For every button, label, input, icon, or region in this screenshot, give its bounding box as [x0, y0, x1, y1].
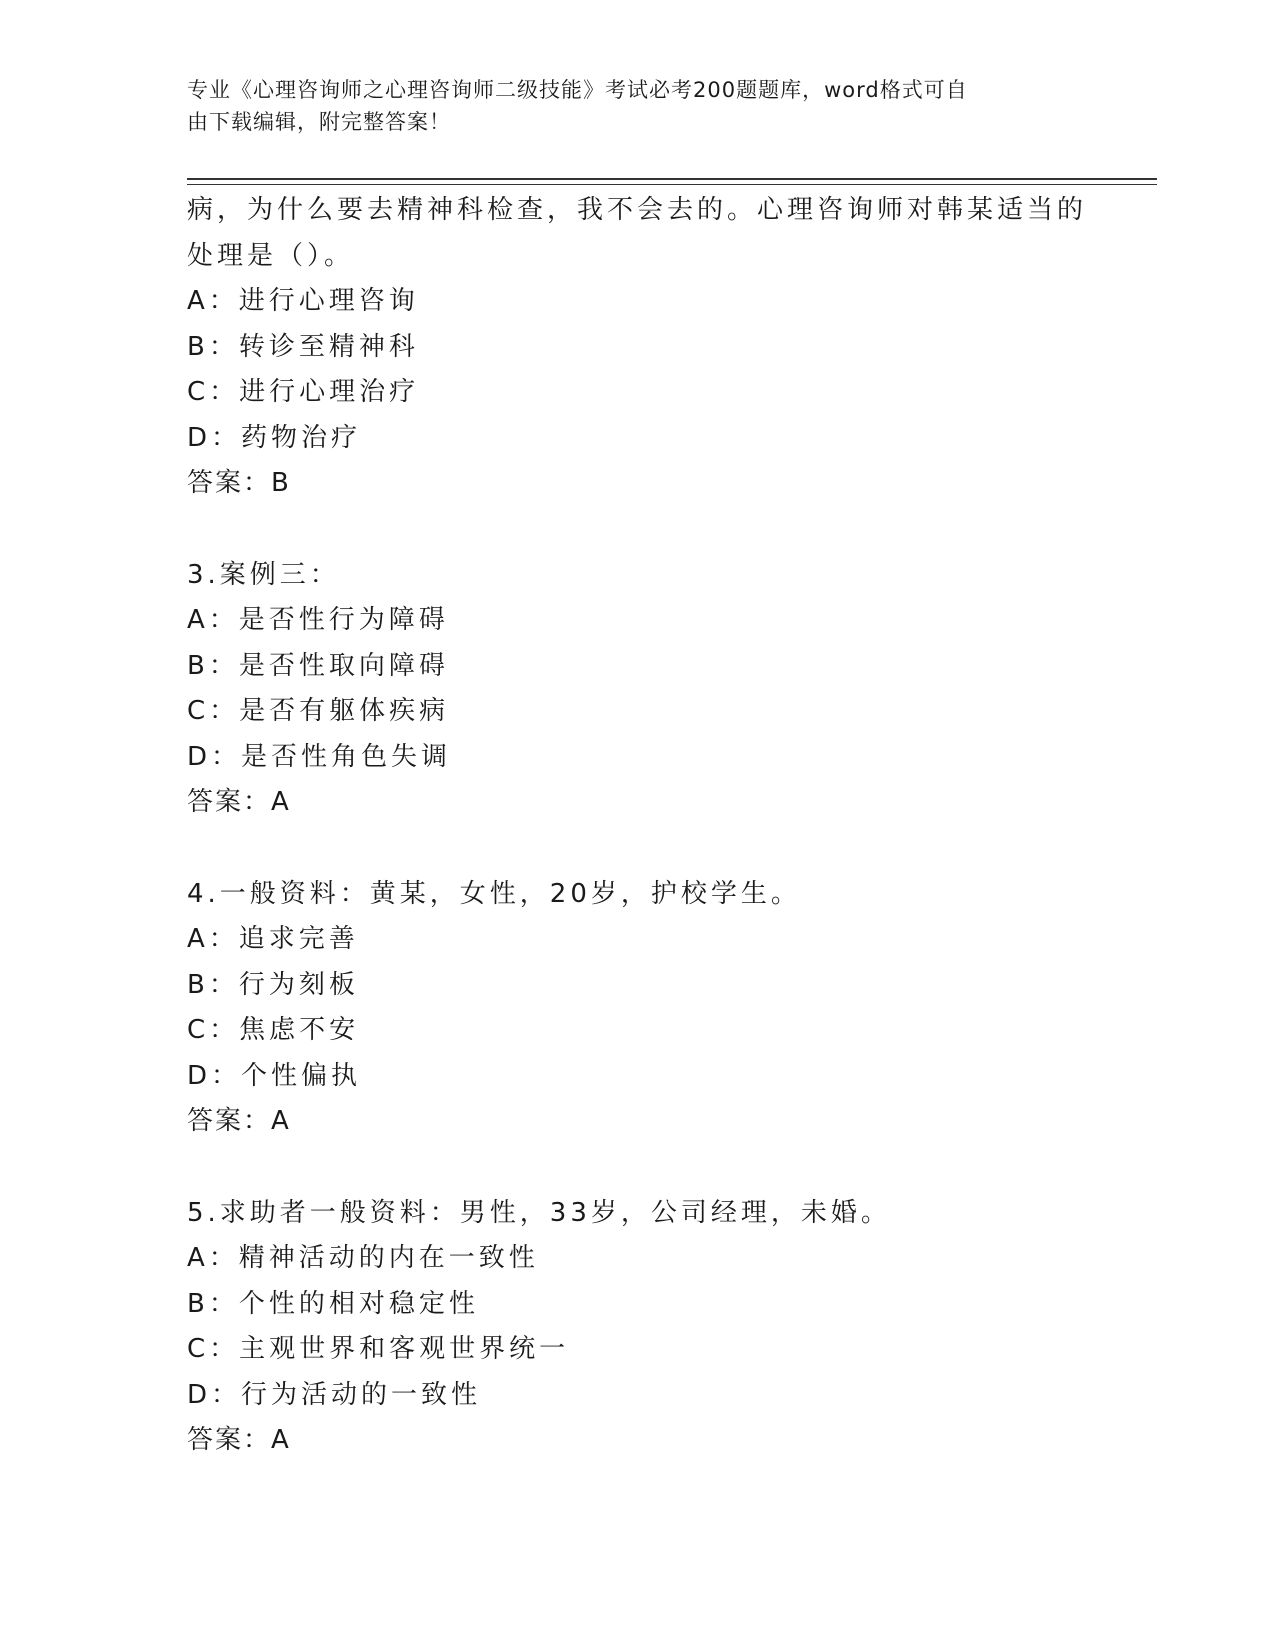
answer-line: 答案：A [187, 1106, 291, 1136]
question-stem: 5.求助者一般资料：男性，33岁，公司经理，未婚。 [187, 1197, 891, 1228]
option-d: D：药物治疗 [187, 422, 362, 453]
option-d: D：是否性角色失调 [187, 741, 452, 772]
option-a: A：进行心理咨询 [187, 286, 419, 316]
option-a: A：是否性行为障碍 [187, 605, 449, 635]
option-d: D：个性偏执 [187, 1060, 362, 1091]
answer-line: 答案：B [187, 468, 291, 498]
option-c: C：主观世界和客观世界统一 [187, 1334, 570, 1364]
header-line-2: 由下载编辑，附完整答案！ [187, 110, 451, 134]
option-b: B：是否性取向障碍 [187, 650, 449, 681]
header-rule-thin [187, 184, 1157, 185]
question-stem: 3.案例三： [187, 559, 340, 590]
question-stem: 4.一般资料：黄某，女性，20岁，护校学生。 [187, 878, 801, 909]
question-4 [187, 872, 1087, 1145]
option-b: B：行为刻板 [187, 969, 359, 1000]
option-c: C：焦虑不安 [187, 1015, 360, 1045]
spacer [187, 507, 1087, 553]
option-b: B：转诊至精神科 [187, 331, 419, 362]
question-list [187, 188, 1087, 1464]
option-c: C：进行心理治疗 [187, 377, 420, 407]
question-stem-line: 病，为什么要去精神科检查，我不会去的。心理咨询师对韩某适当的 [187, 195, 1088, 225]
option-a: A：追求完善 [187, 924, 359, 954]
question-2 [187, 188, 1087, 507]
spacer [187, 826, 1087, 872]
option-a: A：精神活动的内在一致性 [187, 1243, 539, 1273]
document-header [187, 74, 1067, 138]
option-d: D：行为活动的一致性 [187, 1379, 482, 1410]
option-b: B：个性的相对稳定性 [187, 1288, 479, 1319]
question-stem-line: 处理是（）。 [187, 240, 355, 271]
answer-line: 答案：A [187, 787, 291, 817]
header-line-1: 专业《心理咨询师之心理咨询师二级技能》考试必考200题题库，word格式可自 [187, 78, 968, 102]
answer-line: 答案：A [187, 1425, 291, 1455]
question-3 [187, 553, 1087, 826]
spacer [187, 1145, 1087, 1191]
option-c: C：是否有躯体疾病 [187, 696, 450, 726]
header-rule-thick [187, 178, 1157, 180]
question-5 [187, 1191, 1087, 1464]
